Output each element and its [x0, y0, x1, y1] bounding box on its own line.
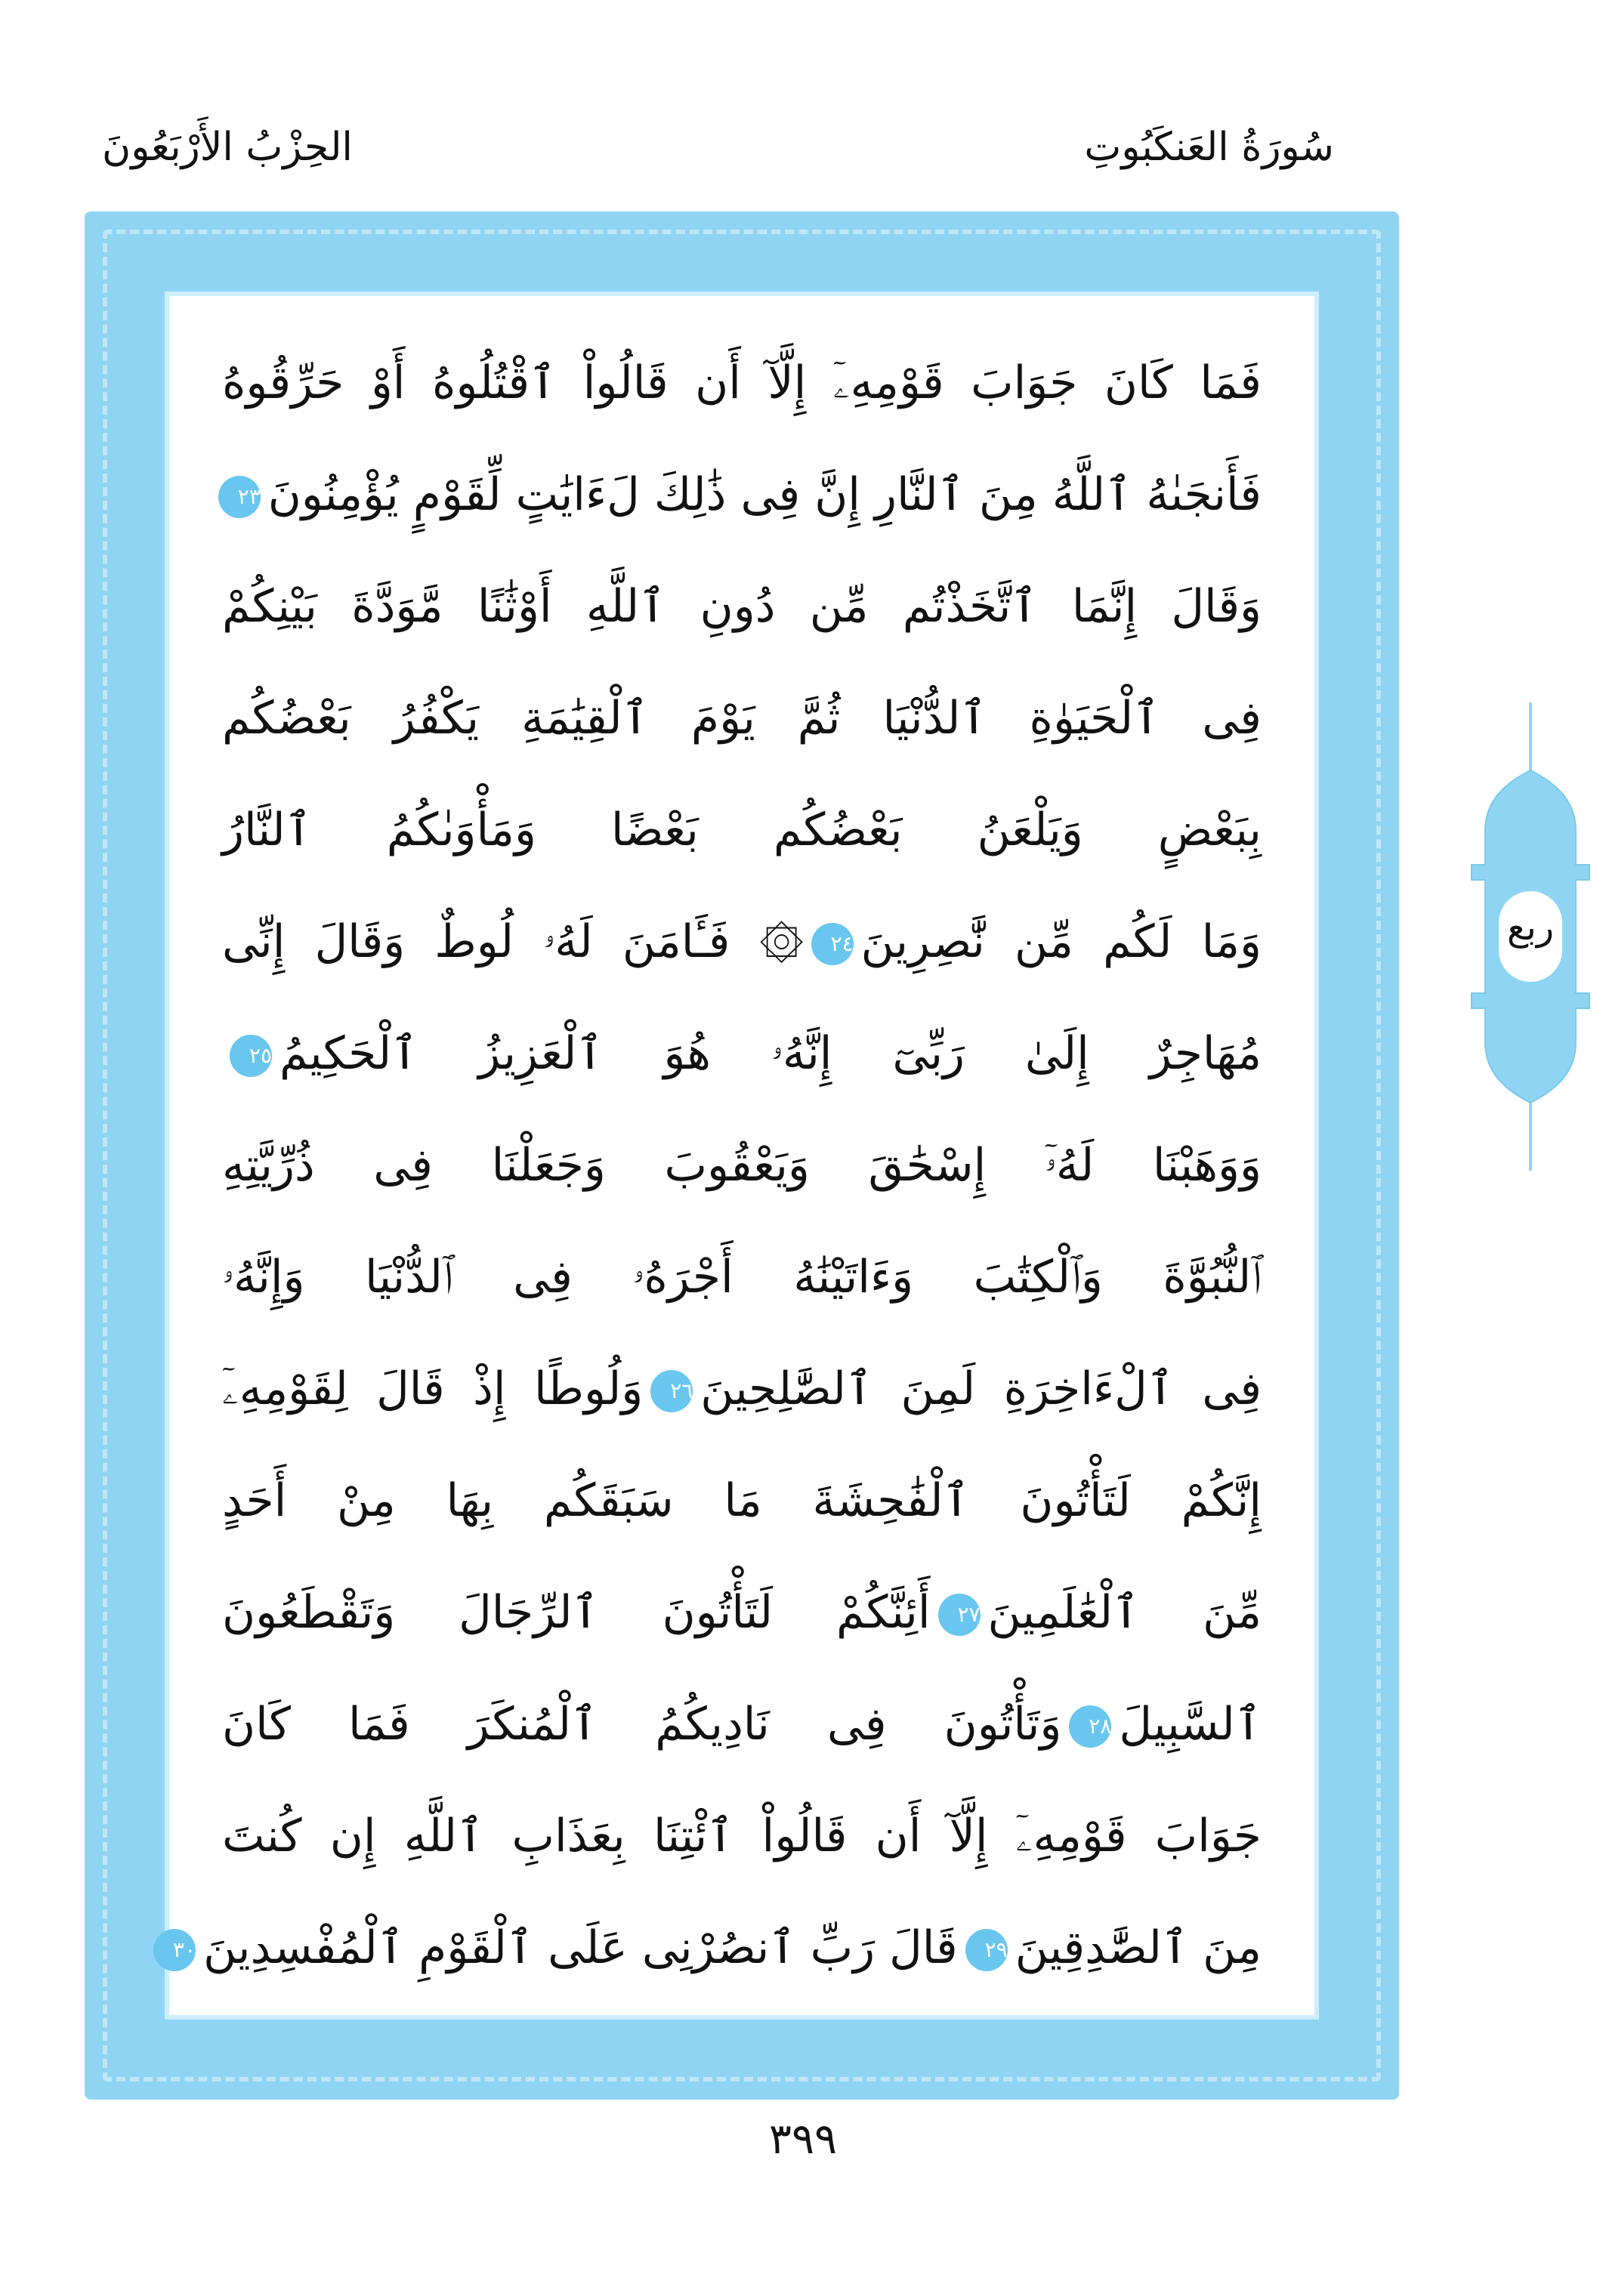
verse-text: وَتَأْتُونَ فِى نَادِيكُمُ ٱلْمُنكَرَ فَمَا كَانَ: [222, 1698, 1062, 1751]
verse-text: وَلُوطًا إِذْ قَالَ لِقَوْمِهِۦٓ: [222, 1362, 644, 1415]
verse-line: [222, 1444, 1262, 1557]
verse-text: فِى ٱلْحَيَوٰةِ ٱلدُّنْيَا ثُمَّ يَوْمَ ٱلْقِيَٰمَةِ يَكْفُرُ بَعْضُكُم: [222, 692, 1262, 745]
verse-line: [222, 1332, 1262, 1446]
ayah-number-marker: ٢٨: [1069, 1705, 1111, 1748]
verse-line: [173, 1891, 1262, 2004]
verse-line: [222, 438, 1262, 551]
verse-text: ٱلنُّبُوَّةَ وَٱلْكِتَٰبَ وَءَاتَيْنَٰهُ أَجْرَهُۥ فِى ٱلدُّنْيَا وَإِنَّهُۥ: [222, 1251, 1262, 1304]
verse-line: [222, 662, 1262, 775]
ayah-number-marker: ٢٣: [218, 476, 261, 518]
verse-line: [222, 1779, 1262, 1893]
ayah-number-marker: ٢٤: [811, 923, 854, 965]
surah-title: سُورَةُ العَنكَبُوتِ: [1084, 125, 1334, 170]
verse-lines: [169, 296, 1314, 2015]
hizb-title: الحِزْبُ الأَرْبَعُونَ: [102, 125, 353, 170]
verse-text: فَمَا كَانَ جَوَابَ قَوْمِهِۦٓ إِلَّآ أَن قَالُواْ ٱقْتُلُوهُ أَوْ حَرِّقُوهُ: [222, 356, 1262, 409]
ayah-number-marker: ٣٠: [153, 1929, 196, 1971]
ayah-number-marker: ٢٩: [965, 1929, 1008, 1971]
verse-line: [222, 550, 1262, 663]
verse-text: وَمَا لَكُم مِّن نَّٰصِرِينَ: [860, 915, 1262, 968]
verse-text: فَأَنجَىٰهُ ٱللَّهُ مِنَ ٱلنَّارِ إِنَّ فِى ذَٰلِكَ لَءَايَٰتٍ لِّقَوْمٍ يُؤْمِنُونَ: [267, 468, 1262, 521]
verse-text-panel: [169, 296, 1314, 2015]
ayah-number-marker: ٢٧: [938, 1594, 981, 1636]
hizb-quarter-marker-icon: [1455, 702, 1606, 1171]
verse-line: [222, 1556, 1262, 1669]
ayah-number-marker: ٢٥: [230, 1035, 272, 1077]
verse-text: مُهَاجِرٌ إِلَىٰ رَبِّىٓ إِنَّهُۥ هُوَ ٱلْعَزِيزُ ٱلْحَكِيمُ: [280, 1027, 1262, 1080]
verse-line: [222, 997, 1262, 1110]
verse-text: إِنَّكُمْ لَتَأْتُونَ ٱلْفَٰحِشَةَ مَا سَبَقَكُم بِهَا مِنْ أَحَدٍ: [222, 1474, 1262, 1527]
verse-text: مِنَ ٱلصَّٰدِقِينَ: [1015, 1921, 1262, 1974]
verse-line: [222, 1668, 1262, 1781]
page-number: ٣٩٩: [768, 2115, 838, 2164]
verse-line: [222, 1221, 1262, 1334]
verse-text: فِى ٱلْءَاخِرَةِ لَمِنَ ٱلصَّٰلِحِينَ: [700, 1362, 1262, 1415]
verse-line: [222, 326, 1262, 440]
verse-line: [222, 885, 1262, 998]
verse-text: ٱلسَّبِيلَ: [1119, 1698, 1262, 1751]
verse-text: وَوَهَبْنَا لَهُۥٓ إِسْحَٰقَ وَيَعْقُوبَ وَجَعَلْنَا فِى ذُرِّيَّتِهِ: [222, 1139, 1262, 1192]
verse-line: [222, 1109, 1262, 1222]
verse-text: جَوَابَ قَوْمِهِۦٓ إِلَّآ أَن قَالُواْ ٱئْتِنَا بِعَذَابِ ٱللَّهِ إِن كُنتَ: [222, 1810, 1262, 1862]
verse-text: مِّنَ ٱلْعَٰلَمِينَ: [987, 1586, 1262, 1639]
verse-text: أَئِنَّكُمْ لَتَأْتُونَ ٱلرِّجَالَ وَتَقْطَعُونَ: [222, 1586, 931, 1639]
verse-text: ۞ فَـَٔامَنَ لَهُۥ لُوطٌ وَقَالَ إِنِّى: [222, 915, 804, 968]
ayah-number-marker: ٢٦: [650, 1370, 693, 1412]
page-header: [0, 113, 1606, 181]
verse-line: [222, 773, 1262, 887]
verse-text: وَقَالَ إِنَّمَا ٱتَّخَذْتُم مِّن دُونِ ٱللَّهِ أَوْثَٰنًا مَّوَدَّةَ بَيْنِكُمْ: [222, 580, 1262, 633]
verse-text: قَالَ رَبِّ ٱنصُرْنِى عَلَى ٱلْقَوْمِ ٱلْمُفْسِدِينَ: [203, 1921, 958, 1974]
hizb-quarter-label: ربع: [1506, 906, 1555, 949]
quran-page-frame: [85, 211, 1399, 2100]
verse-text: بِبَعْضٍ وَيَلْعَنُ بَعْضُكُم بَعْضًا وَمَأْوَىٰكُمُ ٱلنَّارُ: [222, 804, 1262, 856]
